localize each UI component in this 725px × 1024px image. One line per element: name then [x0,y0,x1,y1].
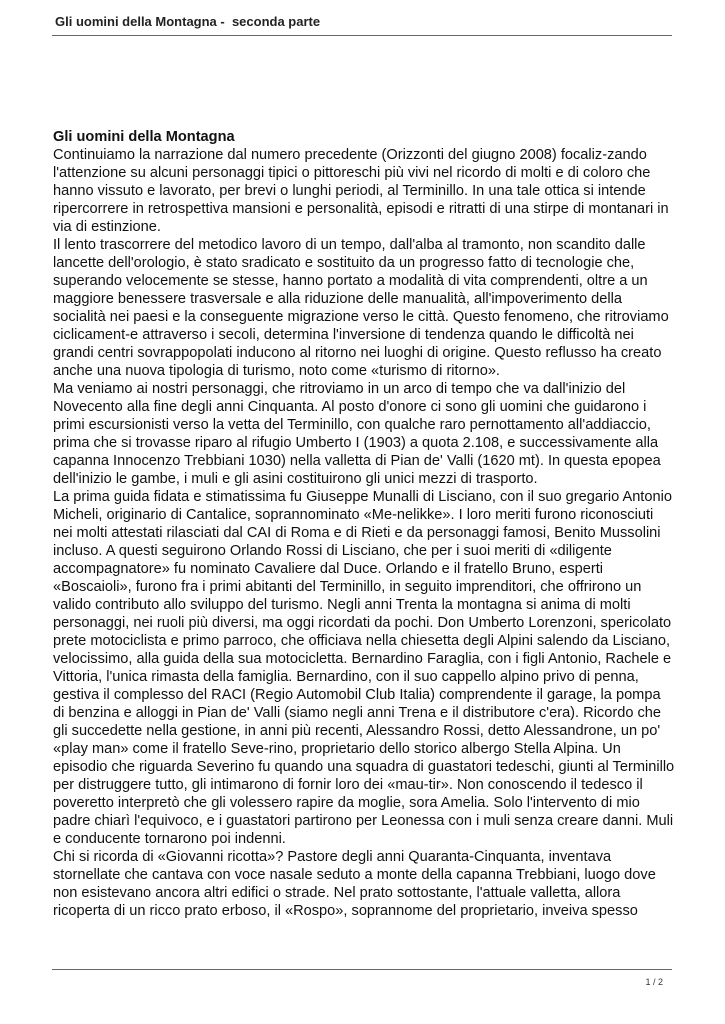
article-paragraph: Il lento trascorrere del metodico lavoro di un tempo, dall'alba al tramonto, non scandito dalle lancette dell'orologio, è stato sradicato e sostituito da un progresso fatto di tecnologie che, superando velocemente se stesse, hanno portato a modalità di vita comprendenti, oltre a un maggiore benessere trasversale e alla riduzione delle manualità, all'impoverimento della socialità nei paesi e la conseguente migrazione verso le città. Questo fenomeno, che ritroviamo ciclicament-e attraverso i secoli, determina l'inversione di tendenza quando le difficoltà nei grandi centri sovrappopolati inducono al ritorno nei luoghi di origine. Questo reflusso ha creato anche una nuova tipologia di turismo, noto come «turismo di ritorno». [53,237,669,379]
article-paragraph: Ma veniamo ai nostri personaggi, che ritroviamo in un arco di tempo che va dall'inizio del Novecento alla fine degli anni Cinquanta. Al posto d'onore ci sono gli uomini che guidarono i primi escursionisti verso la vetta del Terminillo, con qualche raro pernottamento all'addiaccio, prima che si trovasse riparo al rifugio Umberto I (1903) a quota 2.108, e successivamente alla capanna Innocenzo Trebbiani 1030) nella valletta di Pian de' Valli (1620 mt). In questa epopea dell'inizio le gambe, i muli e gli asini costituirono gli unici mezzi di trasporto. [53,381,661,487]
article-paragraph: La prima guida fidata e stimatissima fu Giuseppe Munalli di Lisciano, con il suo gregario Antonio Micheli, originario di Cantalice, soprannominato «Me-nelikke». I loro meriti furono riconosciuti nei molti attestati rilasciati dal CAI di Roma e di Rieti e da personaggi famosi, Benito Mussolini incluso. A questi seguirono Orlando Rossi di Lisciano, che per i suoi meriti di «diligente accompagnatore» fu nominato Cavaliere dal Duce. Orlando e il fratello Bruno, esperti «Boscaioli», furono fra i primi abitanti del Terminillo, in seguito imprenditori, che offrirono un valido contributo allo sviluppo del turismo. Negli anni Trenta la montagna si anima di molti personaggi, nei ruoli più diversi, ma oggi ricordati da pochi. Don Umberto Lorenzoni, spericolato prete motociclista e primo parroco, che officiava nella chiesetta degli Alpini salendo da Lisciano, velocissimo, alla guida della sua motocicletta. Bernardino Faraglia, con i figli Antonio, Rachele e Vittoria, l'unica rimasta della famiglia. Bernardino, con il suo cappello alpino privo di penna, gestiva il complesso del RACI (Regio Automobil Club Italia) comprendente il garage, la pompa di benzina e alloggi in Pian de' Valli (siamo negli anni Trena e il distributore c'era). Ricordo che gli succedette nella gestione, in anni più recenti, Alessandro Rossi, detto Alessandrone, un po' «play man» come il fratello Seve-rino, proprietario dello storico albergo Stella Alpina. Un episodio che riguarda Severino fu quando una squadra di guastatori tedeschi, giunti al Terminillo per distruggere tutto, gli intimarono di fornir loro dei «mau-tir». Non conoscendo il tedesco il poveretto interpretò che gli volessero rapire da moglie, sora Amelia. Solo l'intervento di mio padre chiarì l'equivoco, e i guastatori partirono per Leonessa con i muli senza creare danni. Muli e conducente tornarono poi indenni. [53,489,675,847]
running-header-title: Gli uomini della Montagna - seconda parte [55,14,321,29]
page-number: 1 / 2 [645,977,663,987]
header-divider [52,35,672,36]
article-paragraph: Chi si ricorda di «Giovanni ricotta»? Pastore degli anni Quaranta-Cinquanta, inventava stornellate che cantava con voce nasale seduto a monte della capanna Trebbiani, luogo dove non esistevano ancora altri edifici o strade. Nel prato sottostante, l'attuale valletta, allora ricoperta di un ricco prato erboso, il «Rospo», soprannome del proprietario, inveiva spesso [53,849,656,919]
footer-divider [52,969,672,970]
article-body [53,128,675,920]
article-paragraph: Continuiamo la narrazione dal numero precedente (Orizzonti del giugno 2008) focaliz-zando l'attenzione su alcuni personaggi tipici o pittoreschi più vivi nel ricordo di molti e di coloro che hanno vissuto e lavorato, per brevi o lunghi periodi, al Terminillo. In una tale ottica si intende ripercorrere in retrospettiva mansioni e personalità, episodi e ritratti di una stirpe di montanari in via di estinzione. [53,147,669,235]
article-title: Gli uomini della Montagna [53,129,235,145]
